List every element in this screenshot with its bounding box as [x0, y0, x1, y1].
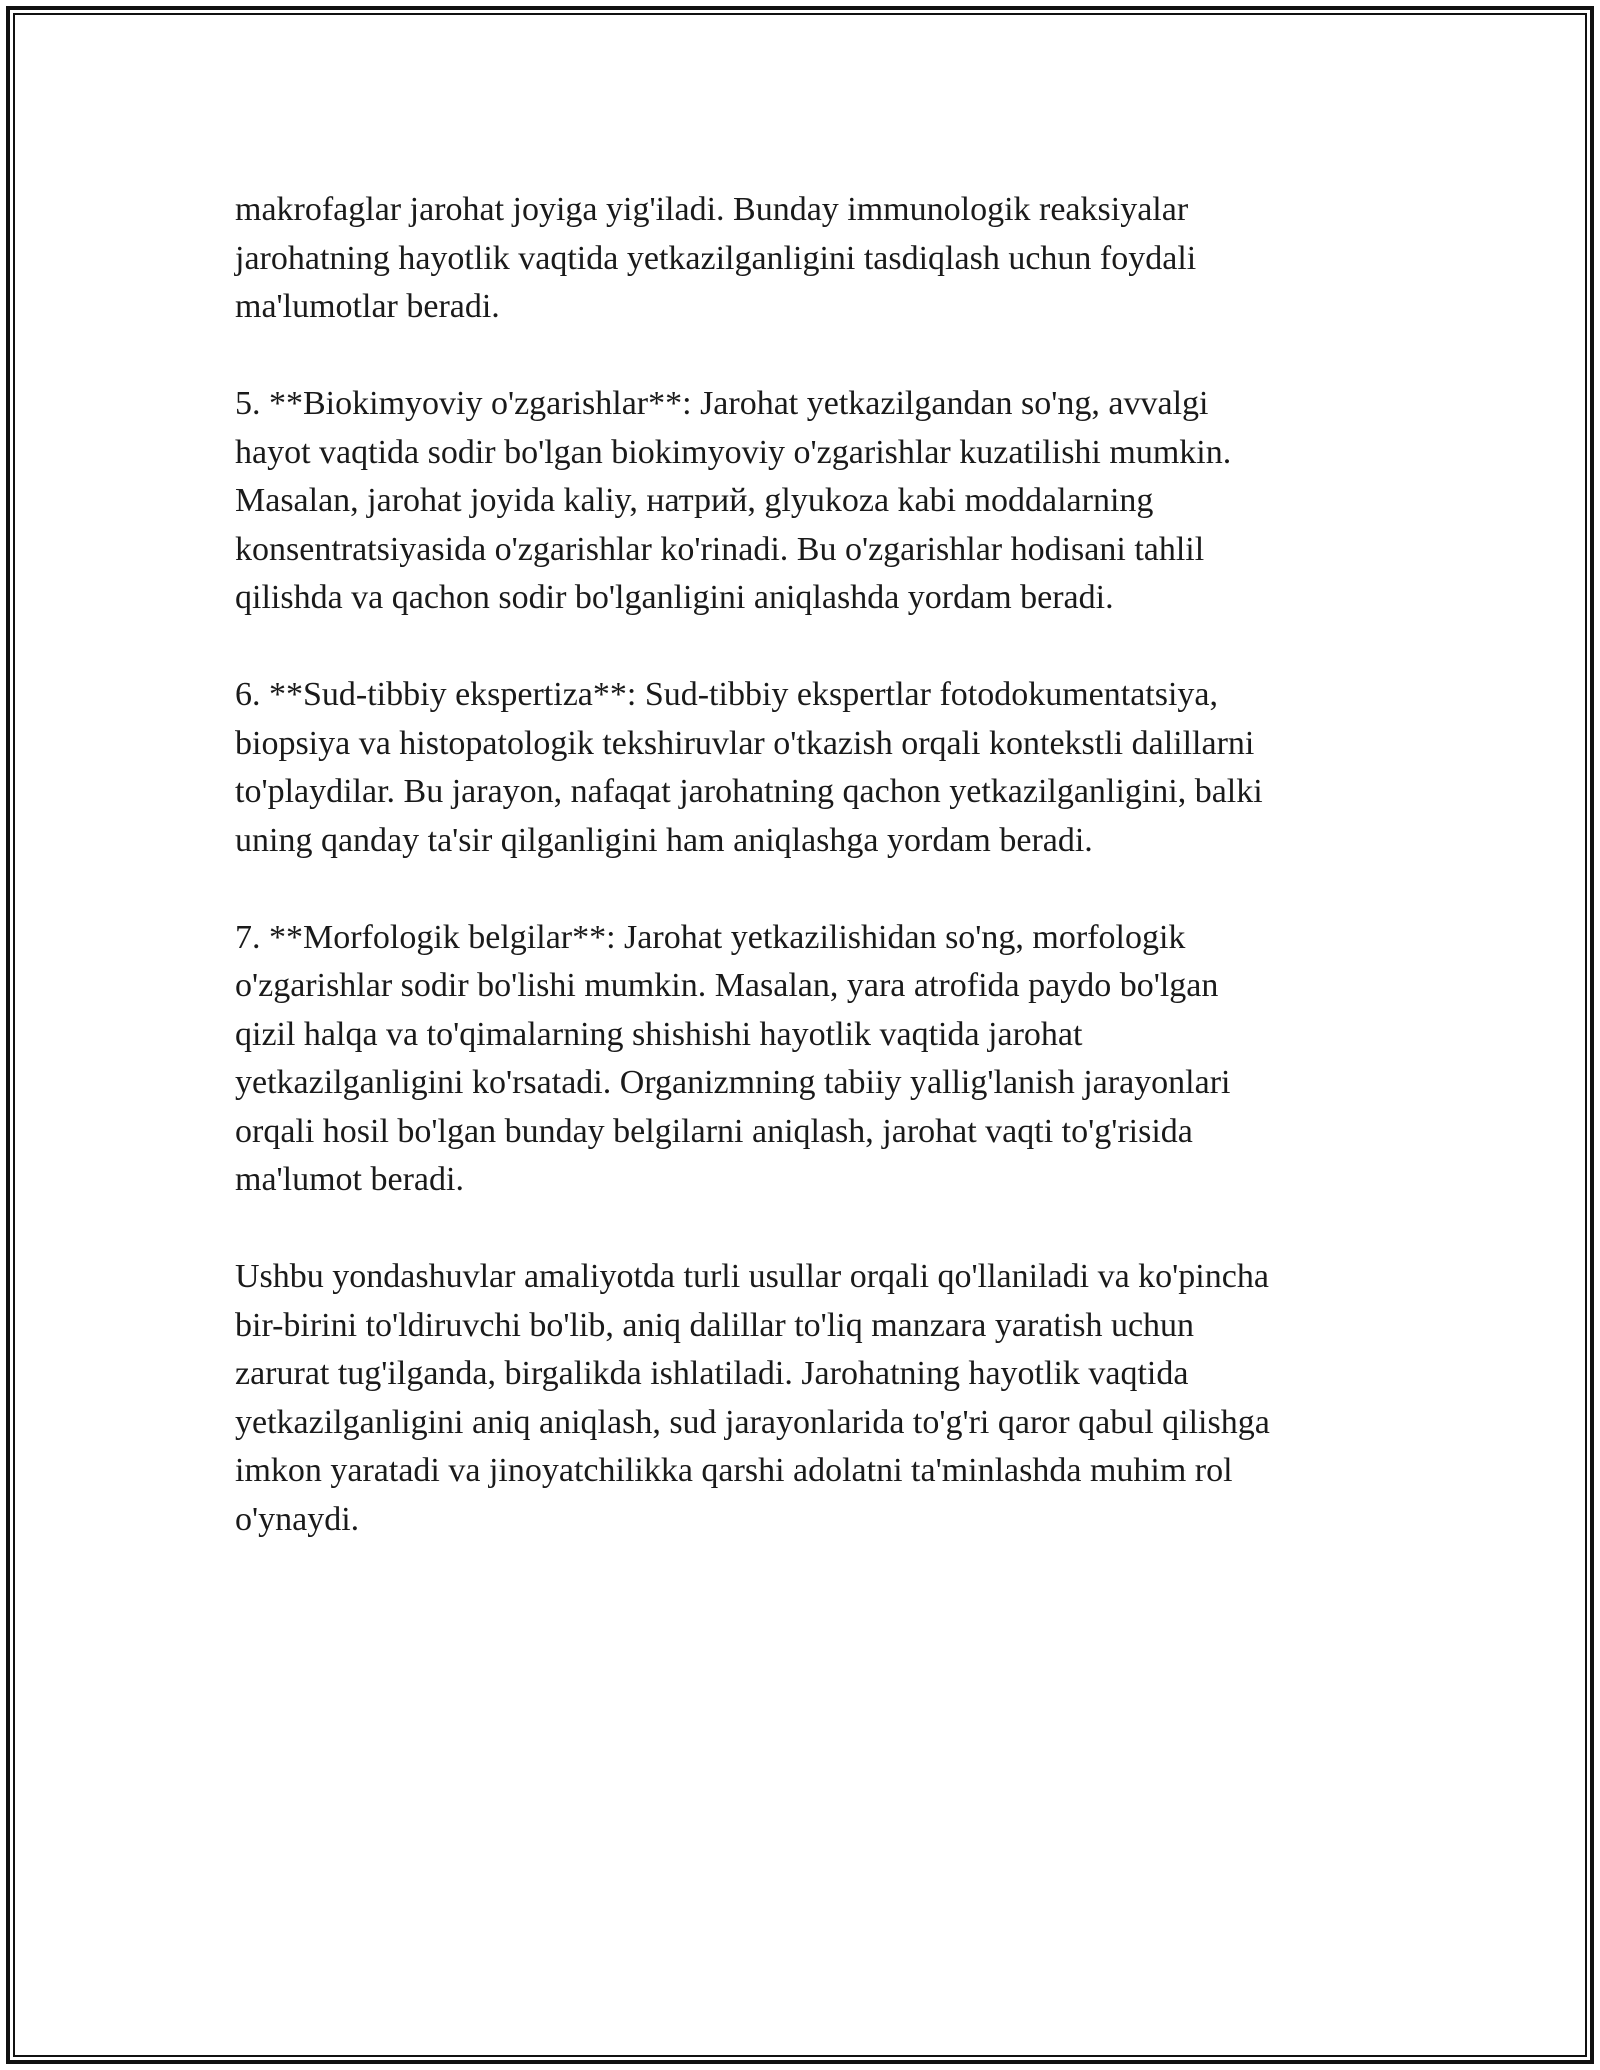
paragraph-forensic-expertise: 6. **Sud-tibbiy ekspertiza**: Sud-tibbiy ekspertlar fotodokumentatsiya, biopsiya va histopatologik tekshiruvlar o'tkazish orqali kontekstli dalillarni to'playdilar. Bu jarayon, nafaqat jarohatning qachon yetkazilganligini, balki uning qanday ta'sir qilganligini ham aniqlashga yordam beradi.: [235, 676, 1263, 859]
paragraph-conclusion: Ushbu yondashuvlar amaliyotda turli usullar orqali qo'llaniladi va ko'pincha bir-birini to'ldiruvchi bo'lib, aniq dalillar to'liq manzara yaratish uchun zarurat tug'ilganda, birgalikda ishlatiladi. Jarohatning hayotlik vaqtida yetkazilganligini aniq aniqlash, sud jarayonlarida to'g'ri qaror qabul qilishga imkon yaratadi va jinoyatchilikka qarshi adolatni ta'minlashda muhim rol o'ynaydi.: [235, 1258, 1270, 1538]
paragraph-continuation: makrofaglar jarohat joyiga yig'iladi. Bunday immunologik reaksiyalar jarohatning hayotlik vaqtida yetkazilganligini tasdiqlash uchun foydali ma'lumotlar beradi.: [235, 191, 1197, 325]
document-body: [235, 186, 1415, 1593]
paragraph-morphological-signs: 7. **Morfologik belgilar**: Jarohat yetkazilishidan so'ng, morfologik o'zgarishlar sodir bo'lishi mumkin. Masalan, yara atrofida paydo bo'lgan qizil halqa va to'qimalarning shishishi hayotlik vaqtida jarohat yetkazilganligini ko'rsatadi. Organizmning tabiiy yallig'lanish jarayonlari orqali hosil bo'lgan bunday belgilarni aniqlash, jarohat vaqti to'g'risida ma'lumot beradi.: [235, 918, 1231, 1198]
paragraph-biochemical-changes: 5. **Biokimyoviy o'zgarishlar**: Jarohat yetkazilgandan so'ng, avvalgi hayot vaqtida sodir bo'lgan biokimyoviy o'zgarishlar kuzatilishi mumkin. Masalan, jarohat joyida kaliy, натрий, glyukoza kabi moddalarning konsentratsiyasida o'zgarishlar ko'rinadi. Bu o'zgarishlar hodisani tahlil qilishda va qachon sodir bo'lganligini aniqlashda yordam beradi.: [235, 385, 1232, 616]
